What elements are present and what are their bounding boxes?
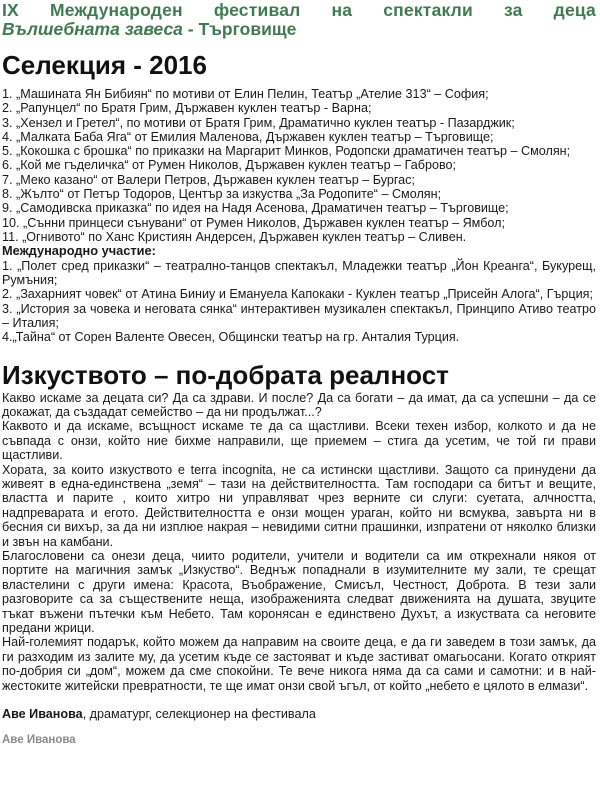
- festival-subtitle: [2, 20, 596, 39]
- selection-heading: Селекция - 2016: [2, 50, 207, 80]
- list-item: 11. „Огнивото“ по Ханс Кристиян Андерсен, Държавен куклен театър – Сливен.: [2, 229, 467, 244]
- photo-caption: Аве Иванова: [2, 734, 76, 747]
- document-page: [0, 1, 600, 746]
- festival-city: - Търговище: [182, 19, 297, 39]
- international-item: 2. „Захарният човек“ от Атина Биниу и Емануела Капокаки - Куклен театър „Присейн Алога“, Гърция;: [2, 287, 593, 302]
- festival-name: Вълшебната завеса: [2, 19, 183, 39]
- list-item: 2. „Рапунцел“ по Братя Грим, Държавен куклен театър - Варна;: [2, 101, 372, 116]
- article-heading: Изкуството – по-добрата реалност: [2, 359, 449, 390]
- list-item: 6. „Кой ме гъделичка“ от Румен Николов, Държавен куклен театър – Габрово;: [2, 158, 457, 173]
- list-item: 3. „Хензел и Гретел“, по мотиви от Братя Грим, Драматично куклен театър - Пазарджик;: [2, 115, 515, 130]
- international-item: 4.„Тайна“ от Сорен Валенте Овесен, Общински театър на гр. Анталия Турция.: [2, 330, 460, 345]
- list-item: 10. „Сънни принцеси сънувани“ от Румен Николов, Държавен куклен театър – Ямбол;: [2, 215, 505, 230]
- article-paragraph: Каквото и да искаме, всъщност искаме те да са щастливи. Всеки техен избор, колкото и да не съвпада с онзи, който ние бихме направили, ще приемем – стига да усетим, че той ги прави щастливи.: [2, 419, 596, 463]
- list-item: 7. „Меко казано“ от Валери Петров, Държавен куклен театър – Бургас;: [2, 172, 415, 187]
- list-item: 4. „Малката Баба Яга“ от Емилия Маленова, Държавен куклен театър – Търговище;: [2, 129, 494, 144]
- list-item: 9. „Самодивска приказка“ по идея на Надя Асенова, Драматичен театър – Търговище;: [2, 201, 509, 216]
- article-paragraph: Какво искаме за децата си? Да са здрави. И после? Да са богати – да имат, да са успешни – да се докажат, да създадат семейство – да ни продължат...?: [2, 390, 596, 419]
- international-item: 3. „История за човека и неговата сянка“ интерактивен музикален спектакъл, Принципо Ативо театро – Италия;: [2, 301, 596, 330]
- article-paragraph: Благословени са онези деца, чиито родители, учители и водители са им открехнали някоя от портите на магичния замък „Изкуство“. Веднъж попаднали в изумителните му зали, те срещат властелини с други имена: Красота, Въображение, Смисъл, Честност, Доброта. В тези зали разговорите са за съществените неща, изображенията следват движенията на душата, звуците тъкат въжени пътечки към Небето. Там коронясан е единствено Духът, а изкуствата са неговите предани жрици.: [2, 549, 596, 636]
- international-heading: Международно участие:: [2, 243, 156, 259]
- selection-list: [2, 87, 596, 345]
- article-paragraph: Най-големият подарък, който можем да направим на своите деца, е да ги заведем в този замък, да ги разходим из залите му, да усетим къде се застояват и къде застиват омагьосани. Когато открият по-добрия си „дом“, можем да сме спокойни. Те вече никога няма да са сами и самотни: и в най-жестоките житейски превратности, те ще имат онзи свой ъгъл, от който „небето е цялото в елмази“.: [2, 635, 596, 693]
- signature: [2, 707, 596, 722]
- list-item: 8. „Жълто“ от Петър Тодоров, Център за изкуства „За Родопите“ – Смолян;: [2, 187, 442, 202]
- list-item: 5. „Кокошка с брошка“ по приказки на Маргарит Минков, Родопски драматичен театър – Смолян;: [2, 144, 571, 159]
- signature-name: Аве Иванова: [2, 707, 83, 722]
- festival-title: IX Международен фестивал на спектакли за деца: [2, 0, 596, 20]
- list-item: 1. „Машината Ян Бибиян“ по мотиви от Елин Пелин, Театър „Ателие 313“ – София;: [2, 87, 489, 101]
- international-item: 1. „Полет сред приказки“ – театрално-танцов спектакъл, Младежки театър „Йон Креанга“, Букурещ, Румъния;: [2, 258, 596, 288]
- signature-role: , драматург, селекционер на фестивала: [82, 707, 316, 722]
- article-paragraph: Хората, за които изкуството е terra incognita, не са истински щастливи. Защото са принудени да живеят в една-единствена „земя“ – тази на действителността. Там господари са битът и вещите, властта и парите , които хитро ни управляват чрез верните си слуги: суетата, алчността, надпреварата и егото. Действителността е онзи мощен ураган, който ни всмуква, завърта ни в бесния си вихър, за да ни изплюе накрая – невидими ситни прашинки, изпратени от няколко близки и звън на камбани.: [2, 462, 596, 549]
